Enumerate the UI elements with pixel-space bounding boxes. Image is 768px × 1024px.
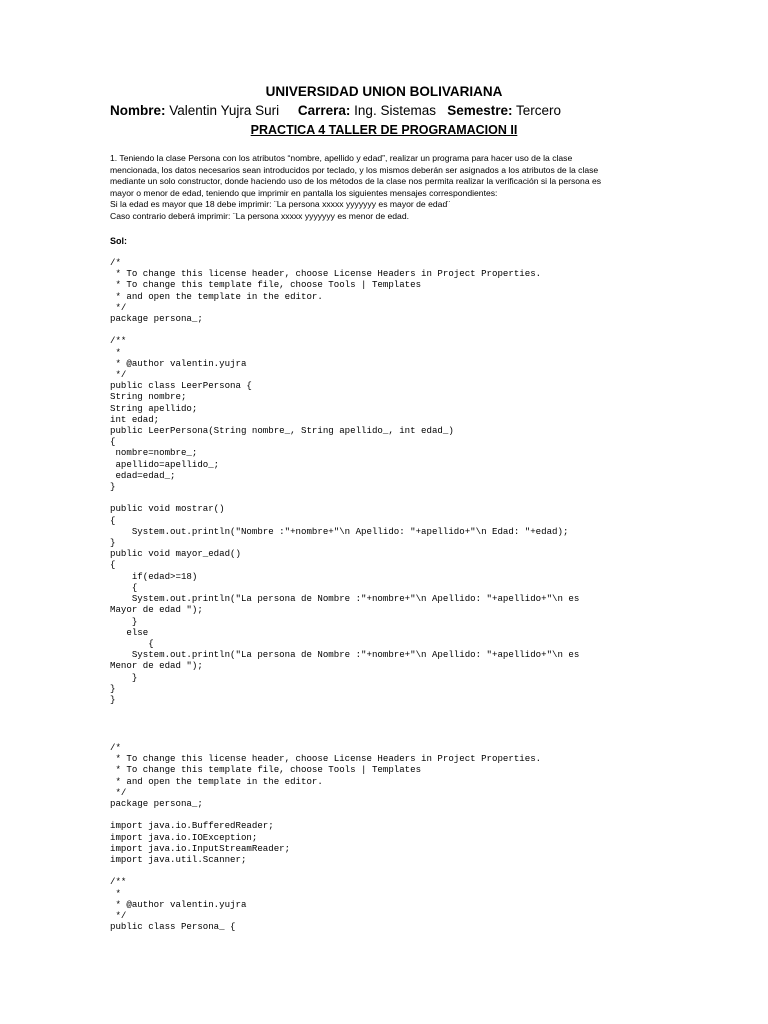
student-info-line [110,103,561,118]
problem-line: mayor o menor de edad, teniendo que imprimir en pantalla los siguientes mensajes correspondientes: [110,187,498,198]
problem-line: Caso contrario deberá imprimir: ¨La persona xxxxx yyyyyyy es menor de edad. [110,210,409,221]
university-title: UNIVERSIDAD UNION BOLIVARIANA [265,84,503,99]
nombre-label: Nombre: [110,103,166,118]
code-block-persona: /* * To change this license header, choose License Headers in Project Properties. * To change this template file, choose Tools | Templates * and open the template in the editor. */ package persona_; import java.io.BufferedReader; import java.io.IOException; import java.io.InputStreamReader; import java.util.Scanner; /** * * @author valentin.yujra */ public class Persona_ { [110,742,542,933]
problem-line: mencionada, los datos necesarios sean introducidos por teclado, y los mismos deberán ser asignados a los atributos de la clase [110,164,599,175]
nombre-value: Valentin Yujra Suri [169,103,280,118]
sol-label: Sol: [110,236,127,246]
practice-title: PRACTICA 4 TALLER DE PROGRAMACION II [250,123,518,137]
code-block-leer-persona: /* * To change this license header, choose License Headers in Project Properties. * To change this template file, choose Tools | Templates * and open the template in the editor. */ package persona_; /** * * @author valentin.yujra */ public class LeerPersona { String nombre; String apellido; int edad; public LeerPersona(String nombre_, String apellido_, int edad_) { nombre=nombre_; apellido=apellido_; edad=edad_; } public void mostrar() { System.out.println("Nombre :"+nombre+"\n Apellido: "+apellido+"\n Edad: "+edad); } public void mayor_edad() { if(edad>=18) { System.out.println("La persona de Nombre :"+nombre+"\n Apellido: "+apellido+"\n es Mayor de edad "); } else { System.out.println("La persona de Nombre :"+nombre+"\n Apellido: "+apellido+"\n es Menor de edad "); } } } [110,257,580,705]
carrera-value: Ing. Sistemas [354,103,436,118]
semestre-label: Semestre: [447,103,513,118]
problem-statement [110,153,655,223]
problem-line: mediante un solo constructor, donde haciendo uso de los métodos de la clase nos permita realizar la verificación si la persona es [110,176,602,187]
carrera-label: Carrera: [297,103,351,118]
problem-line: Si la edad es mayor que 18 debe imprimir: ¨La persona xxxxx yyyyyyy es mayor de edad¨ [110,199,451,210]
problem-line: 1. Teniendo la clase Persona con los atributos “nombre, apellido y edad”, realizar un programa para hacer uso de la clase [110,153,573,163]
semestre-value: Tercero [516,103,562,118]
